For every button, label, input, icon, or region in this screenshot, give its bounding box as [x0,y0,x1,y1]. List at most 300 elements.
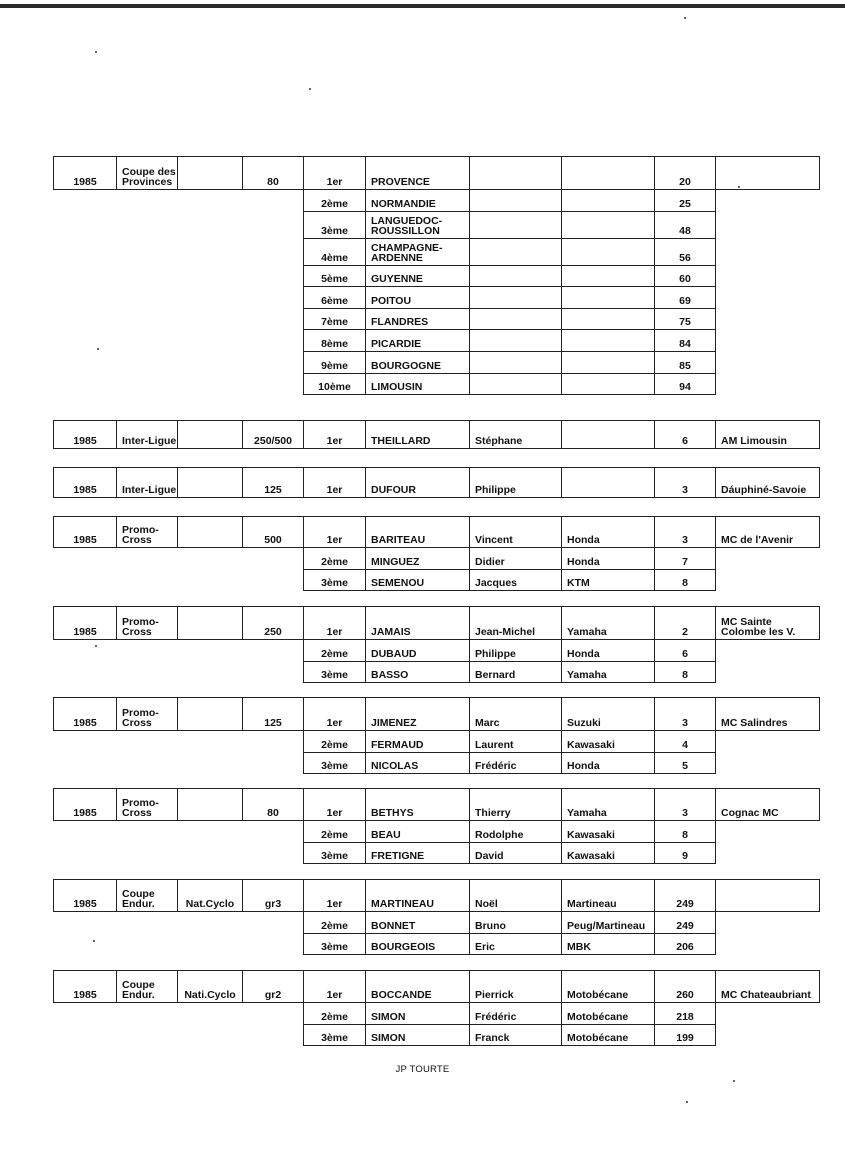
blank-cell [243,570,304,591]
table-row [54,698,820,731]
place-cell: 3ème [304,212,366,239]
make-cell: Honda [562,548,655,570]
blank-cell [716,239,820,266]
make-cell: Suzuki [562,698,655,731]
event-cell: Promo-Cross [117,517,178,548]
blank-cell [117,934,178,955]
scan-speck [686,1101,688,1103]
blank-cell [54,190,117,212]
table-row [54,570,820,591]
place-cell: 2ème [304,190,366,212]
points-cell: 25 [655,190,716,212]
table-row [54,309,820,330]
results-table [53,156,820,395]
blank-cell [716,190,820,212]
table-row [54,330,820,352]
blank-cell [117,753,178,774]
first-name-cell [470,374,562,395]
results-table [53,879,820,955]
last-name-cell: BOCCANDE [366,971,470,1003]
series-cell [178,607,243,640]
make-cell: Yamaha [562,607,655,640]
blank-cell [716,821,820,843]
blank-cell [117,843,178,864]
table-row [54,468,820,498]
blank-cell [243,753,304,774]
make-cell: Honda [562,753,655,774]
blank-cell [117,212,178,239]
points-cell: 69 [655,287,716,309]
event-cell: Inter-Ligue [117,421,178,449]
year-cell: 1985 [54,468,117,498]
blank-cell [178,821,243,843]
blank-cell [243,731,304,753]
first-name-cell: Bruno [470,912,562,934]
points-cell: 3 [655,468,716,498]
class-cell: 80 [243,789,304,821]
blank-cell [54,570,117,591]
first-name-cell: Laurent [470,731,562,753]
points-cell: 48 [655,212,716,239]
make-cell [562,287,655,309]
year-cell: 1985 [54,880,117,912]
last-name-cell: BEAU [366,821,470,843]
blank-cell [117,1003,178,1025]
scan-speck [97,348,99,350]
blank-cell [243,821,304,843]
make-cell: Kawasaki [562,731,655,753]
table-row [54,374,820,395]
class-cell: gr3 [243,880,304,912]
first-name-cell: Franck [470,1025,562,1046]
blank-cell [243,934,304,955]
place-cell: 1er [304,421,366,449]
first-name-cell [470,266,562,287]
class-cell: 125 [243,698,304,731]
last-name-cell: BONNET [366,912,470,934]
series-cell [178,698,243,731]
blank-cell [117,821,178,843]
points-cell: 3 [655,698,716,731]
blank-cell [178,640,243,662]
blank-cell [716,753,820,774]
make-cell: Honda [562,640,655,662]
blank-cell [716,1025,820,1046]
points-cell: 206 [655,934,716,955]
table-row [54,190,820,212]
last-name-cell: LANGUEDOC-ROUSSILLON [366,212,470,239]
year-cell: 1985 [54,157,117,190]
place-cell: 3ème [304,570,366,591]
first-name-cell: Frédéric [470,753,562,774]
blank-cell [54,1003,117,1025]
blank-cell [54,352,117,374]
first-name-cell [470,190,562,212]
points-cell: 3 [655,517,716,548]
blank-cell [54,821,117,843]
blank-cell [178,1025,243,1046]
blank-cell [117,1025,178,1046]
last-name-cell: LIMOUSIN [366,374,470,395]
last-name-cell: GUYENNE [366,266,470,287]
blank-cell [243,640,304,662]
place-cell: 1er [304,607,366,640]
points-cell: 4 [655,731,716,753]
scan-speck [309,88,311,90]
first-name-cell [470,309,562,330]
last-name-cell: PROVENCE [366,157,470,190]
last-name-cell: JIMENEZ [366,698,470,731]
last-name-cell: THEILLARD [366,421,470,449]
blank-cell [178,843,243,864]
blank-cell [54,287,117,309]
place-cell: 2ème [304,731,366,753]
place-cell: 3ème [304,662,366,683]
blank-cell [243,330,304,352]
points-cell: 249 [655,880,716,912]
place-cell: 2ème [304,821,366,843]
year-cell: 1985 [54,698,117,731]
blank-cell [716,330,820,352]
make-cell [562,374,655,395]
blank-cell [243,662,304,683]
points-cell: 8 [655,570,716,591]
results-table [53,788,820,864]
blank-cell [716,934,820,955]
last-name-cell: SEMENOU [366,570,470,591]
blank-cell [178,1003,243,1025]
last-name-cell: MARTINEAU [366,880,470,912]
blank-cell [716,212,820,239]
last-name-cell: BARITEAU [366,517,470,548]
blank-cell [54,912,117,934]
blank-cell [117,731,178,753]
blank-cell [716,309,820,330]
place-cell: 3ème [304,753,366,774]
make-cell: Yamaha [562,789,655,821]
last-name-cell: DUBAUD [366,640,470,662]
club-cell: MC de l'Avenir [716,517,820,548]
points-cell: 85 [655,352,716,374]
results-table [53,516,820,591]
first-name-cell: Eric [470,934,562,955]
year-cell: 1985 [54,607,117,640]
blank-cell [54,843,117,864]
blank-cell [178,548,243,570]
scan-speck [738,186,740,188]
place-cell: 2ème [304,912,366,934]
blank-cell [117,190,178,212]
table-row [54,607,820,640]
points-cell: 56 [655,239,716,266]
blank-cell [178,934,243,955]
blank-cell [54,212,117,239]
table-row [54,640,820,662]
blank-cell [243,912,304,934]
club-cell: MC Salindres [716,698,820,731]
make-cell: Martineau [562,880,655,912]
first-name-cell: David [470,843,562,864]
club-cell: Dáuphiné-Savoie [716,468,820,498]
table-row [54,548,820,570]
first-name-cell: Pierrick [470,971,562,1003]
class-cell: 125 [243,468,304,498]
results-table [53,970,820,1046]
last-name-cell: PICARDIE [366,330,470,352]
last-name-cell: SIMON [366,1003,470,1025]
club-cell: MC Sainte Colombe les V. [716,607,820,640]
blank-cell [716,374,820,395]
blank-cell [117,309,178,330]
series-cell: Nati.Cyclo [178,971,243,1003]
blank-cell [54,239,117,266]
table-row [54,1025,820,1046]
table-row [54,239,820,266]
table-row [54,821,820,843]
blank-cell [716,266,820,287]
first-name-cell: Jean-Michel [470,607,562,640]
make-cell: MBK [562,934,655,955]
series-cell [178,517,243,548]
blank-cell [117,287,178,309]
make-cell: Kawasaki [562,821,655,843]
first-name-cell: Frédéric [470,1003,562,1025]
make-cell [562,352,655,374]
scan-speck [95,645,97,647]
event-cell: Promo-Cross [117,698,178,731]
event-cell: Promo-Cross [117,607,178,640]
series-cell [178,157,243,190]
points-cell: 75 [655,309,716,330]
table-row [54,731,820,753]
blank-cell [716,731,820,753]
blank-cell [716,548,820,570]
blank-cell [54,1025,117,1046]
blank-cell [243,548,304,570]
event-cell: Coupe des Provinces [117,157,178,190]
table-row [54,880,820,912]
year-cell: 1985 [54,971,117,1003]
place-cell: 2ème [304,640,366,662]
table-row [54,934,820,955]
first-name-cell: Rodolphe [470,821,562,843]
blank-cell [243,1025,304,1046]
points-cell: 260 [655,971,716,1003]
place-cell: 9ème [304,352,366,374]
scan-speck [684,17,686,19]
first-name-cell: Philippe [470,640,562,662]
class-cell: 250/500 [243,421,304,449]
scan-speck [93,940,95,942]
make-cell: Motobécane [562,1025,655,1046]
points-cell: 20 [655,157,716,190]
class-cell: gr2 [243,971,304,1003]
results-table [53,467,820,498]
blank-cell [178,352,243,374]
series-cell: Nat.Cyclo [178,880,243,912]
first-name-cell: Marc [470,698,562,731]
blank-cell [117,352,178,374]
blank-cell [243,212,304,239]
blank-cell [716,570,820,591]
place-cell: 1er [304,517,366,548]
last-name-cell: SIMON [366,1025,470,1046]
class-cell: 500 [243,517,304,548]
table-row [54,212,820,239]
blank-cell [243,1003,304,1025]
series-cell [178,468,243,498]
blank-cell [178,662,243,683]
place-cell: 2ème [304,548,366,570]
last-name-cell: NICOLAS [366,753,470,774]
blank-cell [178,912,243,934]
points-cell: 249 [655,912,716,934]
first-name-cell [470,287,562,309]
make-cell [562,468,655,498]
blank-cell [117,662,178,683]
scan-speck [95,51,97,53]
blank-cell [178,239,243,266]
blank-cell [178,374,243,395]
table-row [54,157,820,190]
table-row [54,421,820,449]
last-name-cell: BOURGOGNE [366,352,470,374]
blank-cell [54,731,117,753]
last-name-cell: CHAMPAGNE-ARDENNE [366,239,470,266]
points-cell: 218 [655,1003,716,1025]
results-table [53,420,820,449]
place-cell: 6ème [304,287,366,309]
points-cell: 7 [655,548,716,570]
blank-cell [243,352,304,374]
table-row [54,662,820,683]
place-cell: 7ème [304,309,366,330]
last-name-cell: NORMANDIE [366,190,470,212]
blank-cell [716,662,820,683]
footer-author: JP TOURTE [395,1064,450,1075]
make-cell: KTM [562,570,655,591]
club-cell [716,157,820,190]
series-cell [178,789,243,821]
make-cell: Yamaha [562,662,655,683]
blank-cell [178,570,243,591]
make-cell [562,212,655,239]
points-cell: 94 [655,374,716,395]
points-cell: 3 [655,789,716,821]
first-name-cell: Didier [470,548,562,570]
table-row [54,912,820,934]
blank-cell [54,374,117,395]
make-cell: Peug/Martineau [562,912,655,934]
points-cell: 199 [655,1025,716,1046]
event-cell: Coupe Endur. [117,880,178,912]
make-cell [562,239,655,266]
table-row [54,266,820,287]
make-cell: Motobécane [562,1003,655,1025]
place-cell: 3ème [304,843,366,864]
blank-cell [178,287,243,309]
table-row [54,352,820,374]
blank-cell [117,570,178,591]
blank-cell [716,640,820,662]
last-name-cell: MINGUEZ [366,548,470,570]
blank-cell [243,309,304,330]
blank-cell [178,330,243,352]
table-row [54,789,820,821]
first-name-cell [470,352,562,374]
top-rule [0,4,845,8]
club-cell: AM Limousin [716,421,820,449]
results-table [53,606,820,683]
event-cell: Inter-Ligue [117,468,178,498]
blank-cell [54,934,117,955]
first-name-cell: Vincent [470,517,562,548]
place-cell: 1er [304,157,366,190]
points-cell: 2 [655,607,716,640]
make-cell: Honda [562,517,655,548]
last-name-cell: FERMAUD [366,731,470,753]
class-cell: 80 [243,157,304,190]
series-cell [178,421,243,449]
points-cell: 5 [655,753,716,774]
blank-cell [117,374,178,395]
blank-cell [117,912,178,934]
make-cell [562,266,655,287]
blank-cell [243,266,304,287]
first-name-cell [470,212,562,239]
last-name-cell: BOURGEOIS [366,934,470,955]
make-cell [562,190,655,212]
class-cell: 250 [243,607,304,640]
table-row [54,287,820,309]
blank-cell [54,640,117,662]
make-cell: Motobécane [562,971,655,1003]
year-cell: 1985 [54,789,117,821]
place-cell: 1er [304,698,366,731]
points-cell: 60 [655,266,716,287]
first-name-cell: Noël [470,880,562,912]
blank-cell [117,548,178,570]
points-cell: 84 [655,330,716,352]
make-cell: Kawasaki [562,843,655,864]
place-cell: 2ème [304,1003,366,1025]
blank-cell [117,330,178,352]
blank-cell [54,548,117,570]
blank-cell [243,287,304,309]
points-cell: 8 [655,662,716,683]
place-cell: 1er [304,468,366,498]
points-cell: 8 [655,821,716,843]
last-name-cell: POITOU [366,287,470,309]
year-cell: 1985 [54,517,117,548]
first-name-cell: Jacques [470,570,562,591]
place-cell: 1er [304,789,366,821]
make-cell [562,157,655,190]
club-cell: Cognac MC [716,789,820,821]
first-name-cell: Bernard [470,662,562,683]
blank-cell [243,190,304,212]
place-cell: 10ème [304,374,366,395]
place-cell: 8ème [304,330,366,352]
table-row [54,517,820,548]
points-cell: 9 [655,843,716,864]
blank-cell [178,212,243,239]
blank-cell [178,731,243,753]
blank-cell [243,239,304,266]
place-cell: 4ème [304,239,366,266]
place-cell: 3ème [304,1025,366,1046]
make-cell [562,309,655,330]
